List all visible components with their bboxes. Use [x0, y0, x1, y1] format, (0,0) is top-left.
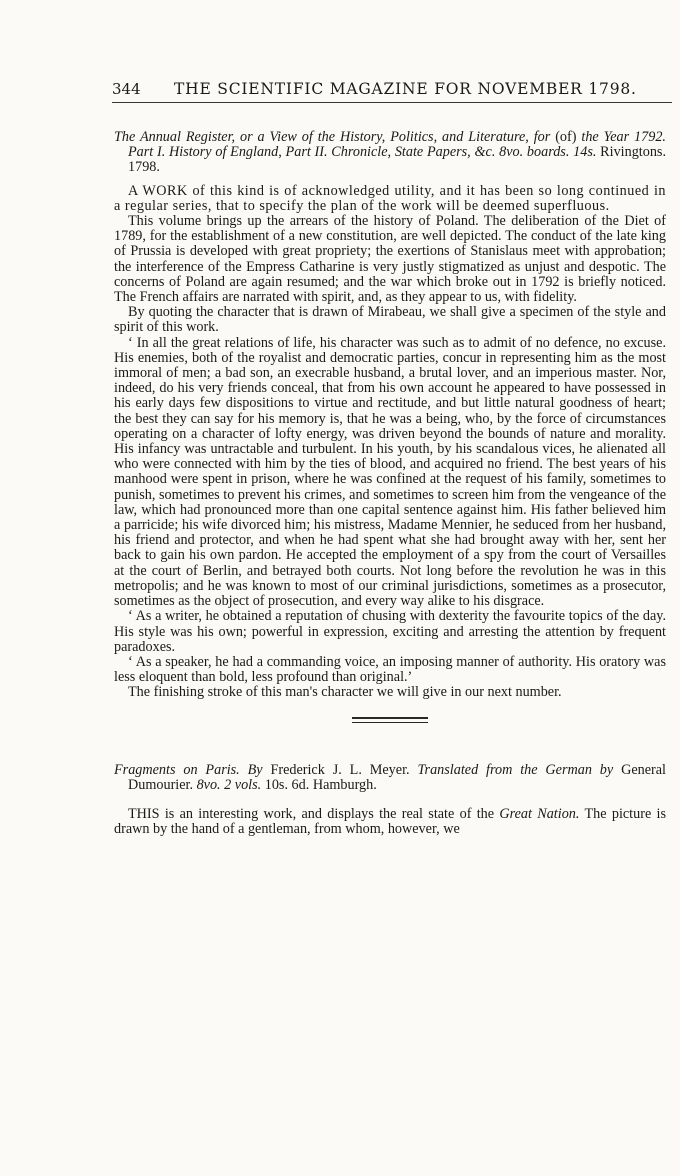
running-head	[112, 80, 672, 103]
review-heading-annual-register	[114, 130, 666, 176]
review-heading-note: (of)	[550, 129, 582, 145]
quoted-paragraph: ‘ As a writer, he obtained a reputation of chusing with dexterity the favourite topics of the day. His style was his own; powerful in expression, exciting and arresting the attention by frequent paradoxes.	[114, 608, 666, 655]
quoted-paragraph: ‘ In all the great relations of life, his character was such as to admit of no defence, no excuse. His enemies, both of the royalist and democratic parties, concur in representing him as the most immoral of men; a bad son, an execrable husband, a brutal lover, and an imperious master. Nor, indeed, do his very friends conceal, that from his own account he appeared to have possessed in his early days few dispositions to virtue and rectitude, and but little natural goodness of heart; the best they can say for his memory is, that he was a being, who, by the force of circumstances operating on a character of lofty energy, was driven beyond the bounds of nature and morality. His infancy was untractable and turbulent. In his youth, by his scandalous vices, he alienated all who were connected with him by the ties of blood, and acquired no friend. The best years of his manhood were spent in prison, where he was confined at the request of his family, sometimes to punish, sometimes to prevent his crimes, and sometimes to screen him from the vengeance of the law, which had pronounced more than one capital sentence against him. His father believed him a parricide; his wife divorced him; his mistress, Madame Mennier, he seduced from her husband, his friend and protector, and when he had spent what she had brought away with her, sent her back to gain his own pardon. He accepted the employment of a spy from the court of Versailles at the court of Berlin, and betrayed both courts. Not long before the revolution he was in this metropolis; and he was known to most of our criminal jurisdictions, sometimes as a prosecutor, sometimes as the object of prosecution, and every way alike to his disgrace.	[114, 334, 666, 610]
section-divider	[352, 717, 428, 723]
review-heading-format: 8vo. 2 vols.	[196, 776, 262, 793]
paragraph-text: The picture is drawn by the hand of a gentleman, from whom, however, we	[114, 805, 667, 838]
review-heading-fragments-on-paris	[114, 763, 666, 793]
page-body	[114, 130, 666, 837]
review-heading-author: Frederick J. L. Meyer.	[262, 761, 418, 778]
review-heading-publisher: Rivingtons. 1798.	[128, 144, 666, 176]
paragraph	[114, 807, 666, 837]
page-number: 344	[112, 80, 141, 98]
quoted-paragraph: ‘ As a speaker, he had a commanding voice, an imposing manner of authority. His oratory was less eloquent than bold, less profound than original.’	[114, 653, 666, 686]
emphasis-text: Great Nation.	[499, 805, 580, 822]
review-heading-title: Fragments on Paris. By	[114, 761, 263, 778]
paragraph: A WORK of this kind is of acknowledged utility, and it has been so long continued in a regular series, that to specify the plan of the work will be deemed superfluous.	[114, 182, 666, 214]
review-heading-title: The Annual Register, or a View of the History, Politics, and Literature, for	[114, 129, 551, 145]
paragraph: By quoting the character that is drawn of Mirabeau, we shall give a specimen of the style and spirit of this work.	[114, 304, 666, 336]
review-heading-price-place: 10s. 6d. Hamburgh.	[261, 776, 377, 793]
paragraph: This volume brings up the arrears of the history of Poland. The deliberation of the Diet of 1789, for the establishment of a new constitution, are well depicted. The conduct of the late king of Prussia is developed with great propriety; the exertions of Stanislaus meet with approbation; the interference of the Empress Catharine is very justly stigmatized as unjust and despotic. The concerns of Poland are again resumed; and the war which broke out in 1792 is briefly noticed. The French affairs are narrated with spirit, and, as they appear to us, with fidelity.	[114, 213, 666, 306]
review-heading-translator: General Dumourier.	[128, 761, 666, 793]
paragraph: The finishing stroke of this man's character we will give in our next number.	[128, 684, 562, 701]
review-heading-translation: Translated from the German by	[417, 761, 614, 778]
magazine-title: THE SCIENTIFIC MAGAZINE FOR NOVEMBER 1798.	[174, 80, 637, 98]
paragraph-text: THIS is an interesting work, and displays the real state of the	[128, 805, 500, 822]
review-heading-details: the Year 1792. Part I. History of England, Part II. Chronicle, State Papers, &c. 8vo. boards. 14s.	[128, 129, 666, 161]
